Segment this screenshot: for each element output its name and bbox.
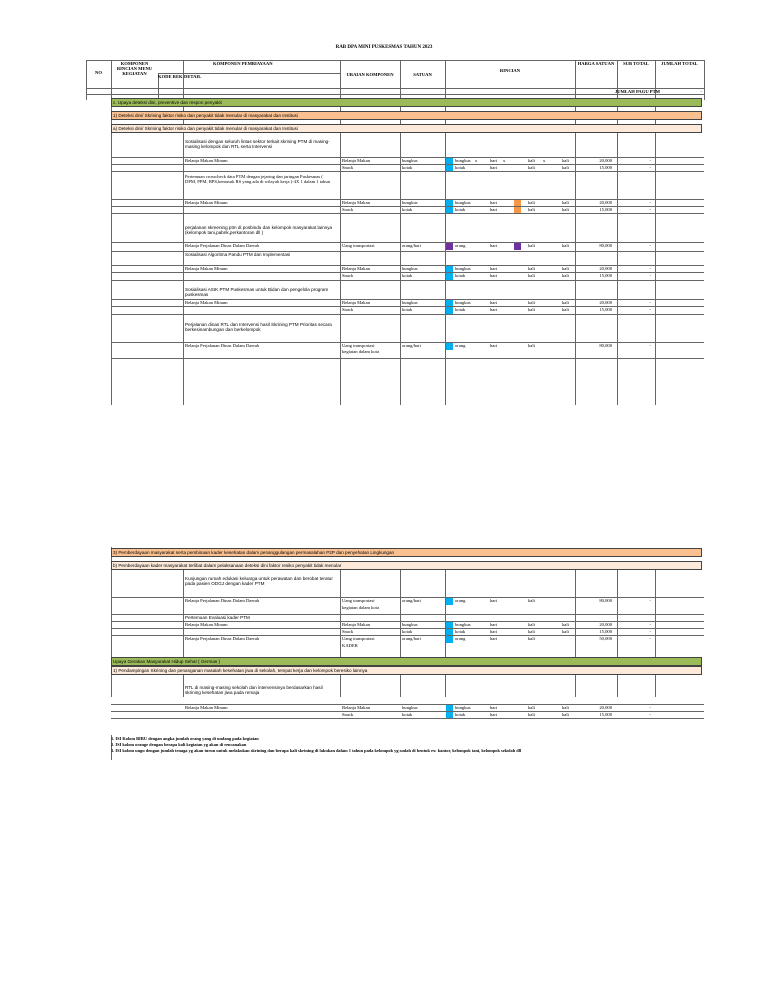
rincian-kali: kali <box>562 705 569 710</box>
item-label: Belanja Makan Minum <box>185 200 228 205</box>
rincian-hari: hari <box>490 343 498 348</box>
uraian-label: Snack <box>342 165 354 170</box>
satuan-label: bungkus <box>402 200 418 205</box>
rincian-hari: hari <box>490 273 498 278</box>
section-deteksi-institusi: a) Deteksi dini/ Skrining faktor risiko dan penyakit tidak menular di masyarakat dan Institusi <box>111 124 702 133</box>
header-komponen-pembiayaan: KOMPONEN PEMBIAYAAN <box>213 61 273 66</box>
input-blue-cell[interactable] <box>446 307 453 314</box>
item-label: Belanja Makan Minum <box>185 266 228 271</box>
header-detail: DETAIL <box>184 74 202 79</box>
harga-value: 80,000 <box>599 343 612 348</box>
rincian-hari: hari <box>490 636 498 641</box>
rincian-hari: hari <box>490 622 498 627</box>
rincian-kali: kali <box>562 273 569 278</box>
satuan-label: orang/hari <box>402 243 421 248</box>
rincian-hari: hari <box>490 200 498 205</box>
rincian-kali: kali <box>528 598 535 603</box>
input-blue-cell[interactable] <box>446 273 453 280</box>
rincian-kali: kali <box>528 273 535 278</box>
subtotal-value: - <box>649 273 651 278</box>
activity-perjalanan-rtl: Perjalanan dinas RTL dan Intervensi hasil Skrining PTM Prioritas secara berkesinambungan dan berkelompok <box>185 322 332 332</box>
header-sub-total: SUB TOTAL <box>623 61 649 66</box>
uraian-label: Uang transportasi <box>342 636 375 641</box>
uraian-label: Snack <box>342 307 354 312</box>
satuan-label: bungkus <box>402 705 418 710</box>
input-purple-cell[interactable] <box>514 243 521 250</box>
section-deteksi-masyarakat: 1) Deteksi dini/ Skrining faktor risiko dan penyakit tidak menular di masyarakat dan Institusi <box>111 111 702 120</box>
harga-value: 20,000 <box>599 622 612 627</box>
rincian-kali: kali <box>562 200 569 205</box>
subtotal-value: - <box>649 207 651 212</box>
satuan-label: kotak <box>402 629 413 634</box>
harga-value: 20,000 <box>599 200 612 205</box>
header-kode-rek: KODE REK <box>158 74 183 79</box>
rincian-unit: kotak <box>455 712 466 717</box>
harga-value: 80,000 <box>599 598 612 603</box>
uraian-label: Snack <box>342 712 354 717</box>
rincian-kali: kali <box>562 158 569 163</box>
rincian-unit: bungkus <box>455 622 471 627</box>
satuan-label: kotak <box>402 712 413 717</box>
item-label: Belanja Makan Minum <box>185 158 228 163</box>
satuan-label: bungkus <box>402 266 418 271</box>
harga-value: 50,000 <box>599 636 612 641</box>
subtotal-value: - <box>649 598 651 603</box>
satuan-label: bungkus <box>402 158 418 163</box>
rincian-hari: hari <box>490 307 498 312</box>
footnote-3: 3. ISI kolom ungu dengan jumlah tenaga yg akan turun untuk melakukan skrining dan berapa kali skrining di lakukan dalam 1 tahun pada kelompok yg sudah di bentuk ex: kantor, kelompok tani, kelompok sekolah dll <box>111 748 522 753</box>
satuan-label: bungkus <box>402 300 418 305</box>
rincian-kali: kali <box>528 705 535 710</box>
pagu-label: JUMLAH PAGU PTM <box>614 89 660 94</box>
satuan-label: kotak <box>402 307 413 312</box>
rincian-hari: hari <box>490 165 498 170</box>
rincian-kali: kali <box>528 158 535 163</box>
subtotal-value: - <box>649 705 651 710</box>
footnote-1: 1. ISI Kolom BIRU dengan angka jumlah orang yang di undang pada kegiatan <box>111 736 259 741</box>
rincian-kali: kali <box>528 629 535 634</box>
input-purple-cell[interactable] <box>446 243 453 250</box>
harga-value: 15,000 <box>599 629 612 634</box>
header-no: NO <box>95 70 102 75</box>
header-harga-satuan: HARGA SATUAN <box>577 61 615 66</box>
harga-value: 20,000 <box>599 158 612 163</box>
header-satuan: SATUAN <box>413 72 432 77</box>
uraian-label: Snack <box>342 629 354 634</box>
rincian-x: x <box>475 158 478 163</box>
rincian-kali: kali <box>562 307 569 312</box>
harga-value: 20,000 <box>599 705 612 710</box>
satuan-label: kotak <box>402 207 413 212</box>
rincian-unit: orang <box>455 343 466 348</box>
rincian-kali: kali <box>528 343 535 348</box>
satuan-label: kotak <box>402 273 413 278</box>
item-label: Belanja Perjalanan Dinas Dalam Daerah <box>185 598 260 603</box>
rincian-unit: orang <box>455 243 466 248</box>
section-pemberdayaan: 3) Pemberdayaan masyarakat serta pembinaan kader kesehatan dalam penanggulangan permasalahan P2P dan penyehatan Lingkungan <box>111 548 702 557</box>
rincian-kali: kali <box>528 165 535 170</box>
rincian-hari: hari <box>490 300 498 305</box>
item-label: Belanja Perjalanan Dinas Dalam Daerah <box>185 243 260 248</box>
uraian-label: Snack <box>342 207 354 212</box>
section-deteksi-dini: c. Upaya deteksi dini, preventive dan respon penyakit <box>111 98 702 107</box>
subtotal-value: - <box>649 243 651 248</box>
pagu-value: - <box>700 89 702 94</box>
subtotal-value: - <box>649 165 651 170</box>
subtotal-value: - <box>649 266 651 271</box>
rincian-unit: orang <box>455 636 466 641</box>
rincian-unit: bungkus <box>455 200 471 205</box>
rincian-unit: bungkus <box>455 266 471 271</box>
harga-value: 15,000 <box>599 273 612 278</box>
rincian-hari: hari <box>490 705 498 710</box>
rincian-kali: kali <box>528 207 535 212</box>
rincian-kali: kali <box>562 629 569 634</box>
satuan-label: bungkus <box>402 622 418 627</box>
rincian-kali: kali <box>562 243 569 248</box>
rincian-kali: kali <box>562 622 569 627</box>
rincian-kali: kali <box>562 300 569 305</box>
uraian-label: Uang transportasi <box>342 243 375 248</box>
header-komponen: KOMPONEN RINCIAN MENU KEGIATAN <box>116 61 153 76</box>
item-label: Belanja Makan Minum <box>185 705 228 710</box>
activity-skreening-posbindu: perjalanan skreening ptm di posbindu dan kelompok masyarakat lainnya (kelompok tani,pabrik,perkantoran dll ) <box>185 225 333 235</box>
subtotal-value: - <box>649 200 651 205</box>
rincian-kali: kali <box>528 300 535 305</box>
rincian-unit: bungkus <box>455 158 471 163</box>
harga-value: 20,000 <box>599 300 612 305</box>
header-jumlah-total: JUMLAH TOTAL <box>661 61 698 66</box>
input-blue-cell[interactable] <box>446 598 453 605</box>
subtotal-value: - <box>649 307 651 312</box>
subtotal-value: - <box>649 636 651 641</box>
activity-sosialisasi-lintas-sektor: Sosialisasi dengan seluruh lintas sektor terkait skrining PTM di masing-masing kelompok dan RTL serta Intervensi <box>185 139 330 149</box>
subtotal-value: - <box>649 300 651 305</box>
item-label: Belanja Makan Minum <box>185 622 228 627</box>
rincian-hari: hari <box>490 266 498 271</box>
header-uraian: URAIAN KOMPONEN <box>346 72 394 77</box>
activity-evaluasi-kader: Pertemuan Evaluasi kader PTM <box>185 615 250 620</box>
rincian-unit: bungkus <box>455 300 471 305</box>
rincian-hari: hari <box>490 598 498 603</box>
footnote-2: 2. ISI kolom orange dengan berapa kali kegiatan yg akan di rencanakan <box>111 742 247 747</box>
satuan-label: kotak <box>402 165 413 170</box>
harga-value: 15,000 <box>599 165 612 170</box>
rincian-unit: kotak <box>455 165 466 170</box>
uraian-label: Belanja Makan <box>342 158 370 163</box>
uraian-label: Belanja Makan <box>342 200 370 205</box>
rincian-unit: orang <box>455 598 466 603</box>
uraian-label: Belanja Makan <box>342 266 370 271</box>
uraian-label: Snack <box>342 273 354 278</box>
satuan-label: orang/hari <box>402 636 421 641</box>
activity-rtl-sekolah: RTL di masing-masing sekolah dan intervensinya berdasarkan hasil skrining kesehatan jiwa pada remaja <box>185 685 323 695</box>
page-title: RAB DPA MINI PUSKESMAS TAHUN 2023 <box>335 45 433 50</box>
uraian-label: Belanja Makan <box>342 300 370 305</box>
harga-value: 15,000 <box>599 712 612 717</box>
item-label: Belanja Perjalanan Dinas Dalam Daerah <box>185 343 260 348</box>
subtotal-value: - <box>649 712 651 717</box>
item-label: Belanja Perjalanan Dinas Dalam Daerah <box>185 636 260 641</box>
rincian-kali: kali <box>528 243 535 248</box>
item-label: Belanja Makan Minum <box>185 300 228 305</box>
rincian-kali: kali <box>562 165 569 170</box>
rincian-kali: kali <box>528 712 535 717</box>
rincian-hari: hari <box>490 629 498 634</box>
uraian-label: Uang transportasi <box>342 343 375 348</box>
rincian-kali: kali <box>528 266 535 271</box>
rincian-unit: bungkus <box>455 705 471 710</box>
rincian-x: x <box>543 158 546 163</box>
rincian-unit: kotak <box>455 273 466 278</box>
rincian-kali: kali <box>562 207 569 212</box>
rincian-kali: kali <box>562 712 569 717</box>
harga-value: 80,000 <box>599 243 612 248</box>
uraian-label: Belanja Makan <box>342 622 370 627</box>
activity-kunjungan-rumah: Kunjungan rumah edukasi keluarga untuk perawatan dan berobat teratur pada pasien ODGJ dengan kader PTM <box>185 576 333 586</box>
rincian-kali: kali <box>528 636 535 641</box>
satuan-label: orang/hari <box>402 598 421 603</box>
rincian-kali: kali <box>562 266 569 271</box>
activity-algoritma-pandu: Sosialisasi Algoritma Pandu PTM dan Implementasi <box>185 252 291 257</box>
activity-asik-ptm: Sosialisasi ASIK PTM Puskesmas untuk Bidan dan pengelola program puskesmas <box>185 287 329 297</box>
rincian-unit: kotak <box>455 207 466 212</box>
subtotal-value: - <box>649 158 651 163</box>
subtotal-value: - <box>649 343 651 348</box>
harga-value: 15,000 <box>599 207 612 212</box>
input-blue-cell[interactable] <box>446 636 453 643</box>
satuan-label: orang/hari <box>402 343 421 348</box>
harga-value: 15,000 <box>599 307 612 312</box>
input-blue-cell[interactable] <box>446 343 453 350</box>
rincian-kali: kali <box>528 200 535 205</box>
rincian-hari: hari <box>490 243 498 248</box>
rincian-unit: kotak <box>455 629 466 634</box>
harga-value: 20,000 <box>599 266 612 271</box>
uraian-label: Uang transportasi <box>342 598 375 603</box>
section-germas: Upaya Gerakan Masyarakat Hidup Sehat ( Germas ) <box>111 657 702 666</box>
section-pemberdayaan-kader: b) Pemberdayaan kader masyarakat terlibat dalam pelaksanaan deteksi dini faktor resiko penyakit tidak menular <box>111 561 702 570</box>
rincian-hari: hari <box>490 158 498 163</box>
rincian-x: x <box>503 158 506 163</box>
uraian-label: kegiatan dalam kota <box>342 349 379 354</box>
header-rincian: RINCIAN <box>499 68 521 73</box>
activity-crosscheck-data: Pertemuan crosscheck data PTM dengan jejaring dan jaringan Puskesmas ( DPM, PPM, BPS,kemasuk RS yang ada di wilayah kerja )-4X 1 dalam 1 tahun <box>185 174 330 184</box>
rincian-kali: kali <box>528 307 535 312</box>
rincian-hari: hari <box>490 712 498 717</box>
section-kesehatan-jiwa: 1) Pendampingan Skrining dan penanganan masalah kesehatan jiwa di sekolah, tempat kerja dan kelompok beresiko lainnya <box>111 666 702 675</box>
uraian-label: kegiatan dalam kota <box>342 605 379 610</box>
subtotal-value: - <box>649 629 651 634</box>
rincian-unit: kotak <box>455 307 466 312</box>
rincian-hari: hari <box>490 207 498 212</box>
uraian-label: KADER <box>342 643 358 648</box>
rincian-kali: kali <box>528 622 535 627</box>
uraian-label: Belanja Makan <box>342 705 370 710</box>
subtotal-value: - <box>649 622 651 627</box>
